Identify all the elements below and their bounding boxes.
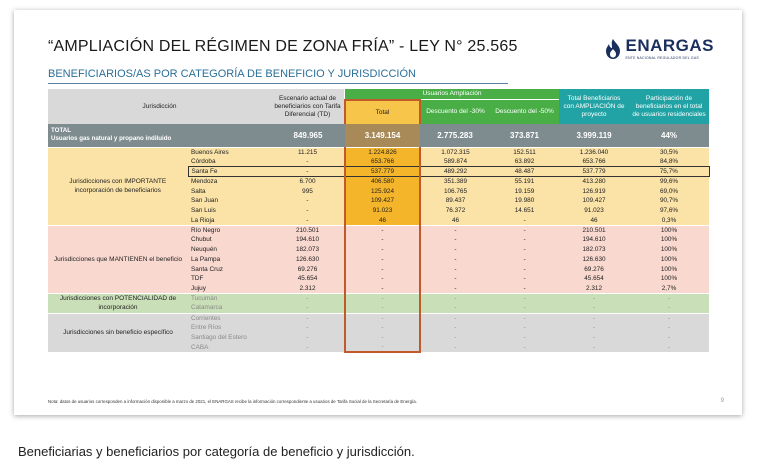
header-descuento-50: Descuento del -50% bbox=[490, 100, 559, 124]
jurisdiction-name: Río Negro bbox=[188, 225, 271, 235]
cell-total: 653.766 bbox=[345, 157, 420, 167]
cell-d50: 14.651 bbox=[490, 206, 559, 216]
cell-participacion: 90,7% bbox=[629, 196, 709, 206]
jurisdiction-name: La Pampa bbox=[188, 255, 271, 265]
cell-total: - bbox=[345, 323, 420, 333]
cell-d30: - bbox=[420, 255, 490, 265]
cell-total-beneficiarios: 537.779 bbox=[559, 167, 629, 177]
cell-participacion: - bbox=[629, 303, 709, 313]
header-total: Total bbox=[345, 100, 420, 124]
cell-total: - bbox=[345, 264, 420, 274]
cell-participacion: 100% bbox=[629, 264, 709, 274]
cell-total-beneficiarios: - bbox=[559, 333, 629, 343]
jurisdiction-name: Tucumán bbox=[188, 294, 271, 304]
cell-d30: 106.765 bbox=[420, 186, 490, 196]
cell-total: 109.427 bbox=[345, 196, 420, 206]
cell-escenario: - bbox=[271, 157, 345, 167]
cell-participacion: 99,6% bbox=[629, 177, 709, 187]
subtitle-underline bbox=[48, 83, 508, 84]
cell-total: - bbox=[345, 225, 420, 235]
cell-d50: - bbox=[490, 342, 559, 352]
cell-d50: - bbox=[490, 255, 559, 265]
cell-d30: 46 bbox=[420, 216, 490, 226]
cell-d30: - bbox=[420, 313, 490, 323]
jurisdiction-name: Santiago del Estero bbox=[188, 333, 271, 343]
cell-participacion: 100% bbox=[629, 245, 709, 255]
cell-d50: - bbox=[490, 264, 559, 274]
total-escenario: 849.965 bbox=[271, 124, 345, 147]
header-descuento-30: Descuento del -30% bbox=[420, 100, 490, 124]
cell-escenario: - bbox=[271, 216, 345, 226]
cell-escenario: 45.654 bbox=[271, 274, 345, 284]
cell-escenario: 69.276 bbox=[271, 264, 345, 274]
total-d50: 373.871 bbox=[490, 124, 559, 147]
cell-total: 46 bbox=[345, 216, 420, 226]
total-total: 3.149.154 bbox=[345, 124, 420, 147]
cell-escenario: - bbox=[271, 294, 345, 304]
cell-total: - bbox=[345, 284, 420, 294]
cell-total-beneficiarios: 210.501 bbox=[559, 225, 629, 235]
cell-total: - bbox=[345, 294, 420, 304]
cell-total: 91.023 bbox=[345, 206, 420, 216]
cell-participacion: 30,5% bbox=[629, 147, 709, 157]
cell-total: - bbox=[345, 245, 420, 255]
jurisdiction-name: Entre Ríos bbox=[188, 323, 271, 333]
cell-escenario: 194.610 bbox=[271, 235, 345, 245]
cell-d30: - bbox=[420, 284, 490, 294]
cell-participacion: 0,3% bbox=[629, 216, 709, 226]
cell-participacion: - bbox=[629, 333, 709, 343]
cell-d30: - bbox=[420, 274, 490, 284]
cell-d30: 76.372 bbox=[420, 206, 490, 216]
cell-escenario: 11.215 bbox=[271, 147, 345, 157]
cell-d50: 63.892 bbox=[490, 157, 559, 167]
total-d30: 2.775.283 bbox=[420, 124, 490, 147]
cell-escenario: - bbox=[271, 333, 345, 343]
cell-participacion: - bbox=[629, 294, 709, 304]
logo-text: ENARGAS bbox=[625, 36, 714, 55]
cell-total: 1.224.826 bbox=[345, 147, 420, 157]
cell-participacion: - bbox=[629, 323, 709, 333]
cell-d30: - bbox=[420, 333, 490, 343]
cell-d30: - bbox=[420, 264, 490, 274]
cell-participacion: - bbox=[629, 342, 709, 352]
total-participacion: 44% bbox=[629, 124, 709, 147]
cell-total: - bbox=[345, 255, 420, 265]
cell-escenario: 2.312 bbox=[271, 284, 345, 294]
cell-total: 125.924 bbox=[345, 186, 420, 196]
cell-escenario: - bbox=[271, 167, 345, 177]
cell-total-beneficiarios: 45.654 bbox=[559, 274, 629, 284]
header-jurisdiccion: Jurisdicción bbox=[48, 89, 271, 124]
jurisdiction-name: Santa Cruz bbox=[188, 264, 271, 274]
table-row bbox=[48, 294, 709, 304]
jurisdiction-name: Catamarca bbox=[188, 303, 271, 313]
cell-total-beneficiarios: 46 bbox=[559, 216, 629, 226]
cell-d50: 19.159 bbox=[490, 186, 559, 196]
cell-escenario: 210.501 bbox=[271, 225, 345, 235]
cell-total-beneficiarios: - bbox=[559, 313, 629, 323]
cell-d50: - bbox=[490, 225, 559, 235]
group-label: Jurisdicciones con POTENCIALIDAD de incorporación bbox=[48, 294, 188, 314]
cell-d50: 19.980 bbox=[490, 196, 559, 206]
jurisdiction-name: CABA bbox=[188, 342, 271, 352]
cell-total: - bbox=[345, 333, 420, 343]
jurisdiction-name: San Juan bbox=[188, 196, 271, 206]
cell-participacion: 2,7% bbox=[629, 284, 709, 294]
group-label: Jurisdicciones que MANTIENEN el beneficio bbox=[48, 225, 188, 293]
cell-d30: 89.437 bbox=[420, 196, 490, 206]
cell-d50: - bbox=[490, 245, 559, 255]
cell-total-beneficiarios: 413.280 bbox=[559, 177, 629, 187]
cell-total-beneficiarios: 126.919 bbox=[559, 186, 629, 196]
cell-d30: - bbox=[420, 245, 490, 255]
cell-total-beneficiarios: 1.236.040 bbox=[559, 147, 629, 157]
total-sublabel: Usuarios gas natural y propano indiluido bbox=[51, 135, 172, 143]
jurisdiction-name: Mendoza bbox=[188, 177, 271, 187]
logo-subtext: ENTE NACIONAL REGULADOR DEL GAS bbox=[625, 56, 699, 60]
cell-total-beneficiarios: 91.023 bbox=[559, 206, 629, 216]
cell-total: - bbox=[345, 303, 420, 313]
header-row-1 bbox=[48, 89, 709, 100]
presentation-slide bbox=[14, 10, 742, 415]
header-participacion: Participación de beneficiarios en el total de usuarios residenciales bbox=[629, 89, 709, 124]
header-escenario: Escenario actual de beneficiarios con Tarifa Diferencial (TD) bbox=[271, 89, 345, 124]
jurisdiction-name: Chubut bbox=[188, 235, 271, 245]
cell-total-beneficiarios: 69.276 bbox=[559, 264, 629, 274]
enargas-logo bbox=[604, 37, 714, 60]
header-usuarios-ampliacion: Usuarios Ampliación bbox=[345, 89, 559, 100]
table-row bbox=[48, 313, 709, 323]
table-row bbox=[48, 147, 709, 157]
total-label-cell bbox=[48, 124, 271, 147]
cell-participacion: 100% bbox=[629, 235, 709, 245]
cell-total-beneficiarios: 2.312 bbox=[559, 284, 629, 294]
cell-total: 406.580 bbox=[345, 177, 420, 187]
cell-d30: 589.874 bbox=[420, 157, 490, 167]
jurisdiction-name: Santa Fe bbox=[188, 167, 271, 177]
cell-total-beneficiarios: - bbox=[559, 342, 629, 352]
cell-escenario: - bbox=[271, 303, 345, 313]
cell-escenario: - bbox=[271, 206, 345, 216]
cell-d50: 152.511 bbox=[490, 147, 559, 157]
cell-participacion: 97,6% bbox=[629, 206, 709, 216]
table-row bbox=[48, 225, 709, 235]
jurisdiction-name: La Rioja bbox=[188, 216, 271, 226]
slide-subtitle: BENEFICIARIOS/AS POR CATEGORÍA DE BENEFICIO Y JURISDICCIÓN bbox=[48, 68, 416, 80]
cell-participacion: - bbox=[629, 313, 709, 323]
cell-total-beneficiarios: 109.427 bbox=[559, 196, 629, 206]
cell-total-beneficiarios: 194.610 bbox=[559, 235, 629, 245]
cell-d50: 48.487 bbox=[490, 167, 559, 177]
cell-d50: - bbox=[490, 323, 559, 333]
cell-d50: - bbox=[490, 235, 559, 245]
total-label: TOTAL bbox=[51, 127, 72, 135]
cell-d30: - bbox=[420, 294, 490, 304]
cell-d30: - bbox=[420, 342, 490, 352]
cell-d50: - bbox=[490, 294, 559, 304]
cell-total-beneficiarios: - bbox=[559, 323, 629, 333]
cell-escenario: 6.700 bbox=[271, 177, 345, 187]
cell-participacion: 100% bbox=[629, 274, 709, 284]
cell-d50: 55.191 bbox=[490, 177, 559, 187]
jurisdiction-name: Neuquén bbox=[188, 245, 271, 255]
cell-escenario: - bbox=[271, 323, 345, 333]
cell-participacion: 69,0% bbox=[629, 186, 709, 196]
group-label: Jurisdicciones con IMPORTANTE incorporación de beneficiarios bbox=[48, 147, 188, 225]
cell-d30: 351.389 bbox=[420, 177, 490, 187]
cell-total: - bbox=[345, 235, 420, 245]
slide-title: “AMPLIACIÓN DEL RÉGIMEN DE ZONA FRÍA” - LEY N° 25.565 bbox=[48, 38, 518, 55]
total-row bbox=[48, 124, 709, 147]
cell-d30: - bbox=[420, 225, 490, 235]
jurisdiction-name: TDF bbox=[188, 274, 271, 284]
cell-total-beneficiarios: 126.630 bbox=[559, 255, 629, 265]
cell-d30: 489.292 bbox=[420, 167, 490, 177]
jurisdiction-name: San Luis bbox=[188, 206, 271, 216]
cell-participacion: 75,7% bbox=[629, 167, 709, 177]
cell-participacion: 84,8% bbox=[629, 157, 709, 167]
cell-total-beneficiarios: - bbox=[559, 303, 629, 313]
cell-d50: - bbox=[490, 274, 559, 284]
cell-d30: 1.072.315 bbox=[420, 147, 490, 157]
cell-total-beneficiarios: - bbox=[559, 294, 629, 304]
cell-d50: - bbox=[490, 313, 559, 323]
cell-total: - bbox=[345, 313, 420, 323]
cell-d50: - bbox=[490, 216, 559, 226]
cell-d50: - bbox=[490, 333, 559, 343]
jurisdiction-name: Buenos Aires bbox=[188, 147, 271, 157]
total-beneficiarios: 3.999.119 bbox=[559, 124, 629, 147]
cell-d30: - bbox=[420, 235, 490, 245]
cell-total: - bbox=[345, 274, 420, 284]
cell-participacion: 100% bbox=[629, 255, 709, 265]
group-label: Jurisdicciones sin beneficio específico bbox=[48, 313, 188, 352]
cell-total-beneficiarios: 182.073 bbox=[559, 245, 629, 255]
cell-d50: - bbox=[490, 284, 559, 294]
beneficiaries-table bbox=[48, 89, 710, 353]
jurisdiction-name: Córdoba bbox=[188, 157, 271, 167]
cell-escenario: - bbox=[271, 196, 345, 206]
jurisdiction-name: Corrientes bbox=[188, 313, 271, 323]
cell-d30: - bbox=[420, 303, 490, 313]
cell-total: 537.779 bbox=[345, 167, 420, 177]
cell-d30: - bbox=[420, 323, 490, 333]
page-number: 9 bbox=[720, 398, 724, 404]
jurisdiction-name: Salta bbox=[188, 186, 271, 196]
cell-participacion: 100% bbox=[629, 225, 709, 235]
flame-logo-icon bbox=[604, 38, 622, 60]
header-total-beneficiarios: Total Beneficiarios con AMPLIACIÓN de proyecto bbox=[559, 89, 629, 124]
jurisdiction-name: Jujuy bbox=[188, 284, 271, 294]
cell-escenario: - bbox=[271, 313, 345, 323]
image-caption: Beneficiarias y beneficiarios por categoría de beneficio y jurisdicción. bbox=[18, 444, 415, 459]
footnote: Nota: datos de usuarios corresponden a información disponible a marzo de 2021, el ENARGAS recibe la información correspondiente a usuarios de Tarifa Social de la Secretaría de Energía. bbox=[48, 399, 417, 404]
cell-total: - bbox=[345, 342, 420, 352]
cell-d50: - bbox=[490, 303, 559, 313]
cell-total-beneficiarios: 653.766 bbox=[559, 157, 629, 167]
cell-escenario: 182.073 bbox=[271, 245, 345, 255]
cell-escenario: - bbox=[271, 342, 345, 352]
cell-escenario: 126.630 bbox=[271, 255, 345, 265]
cell-escenario: 995 bbox=[271, 186, 345, 196]
